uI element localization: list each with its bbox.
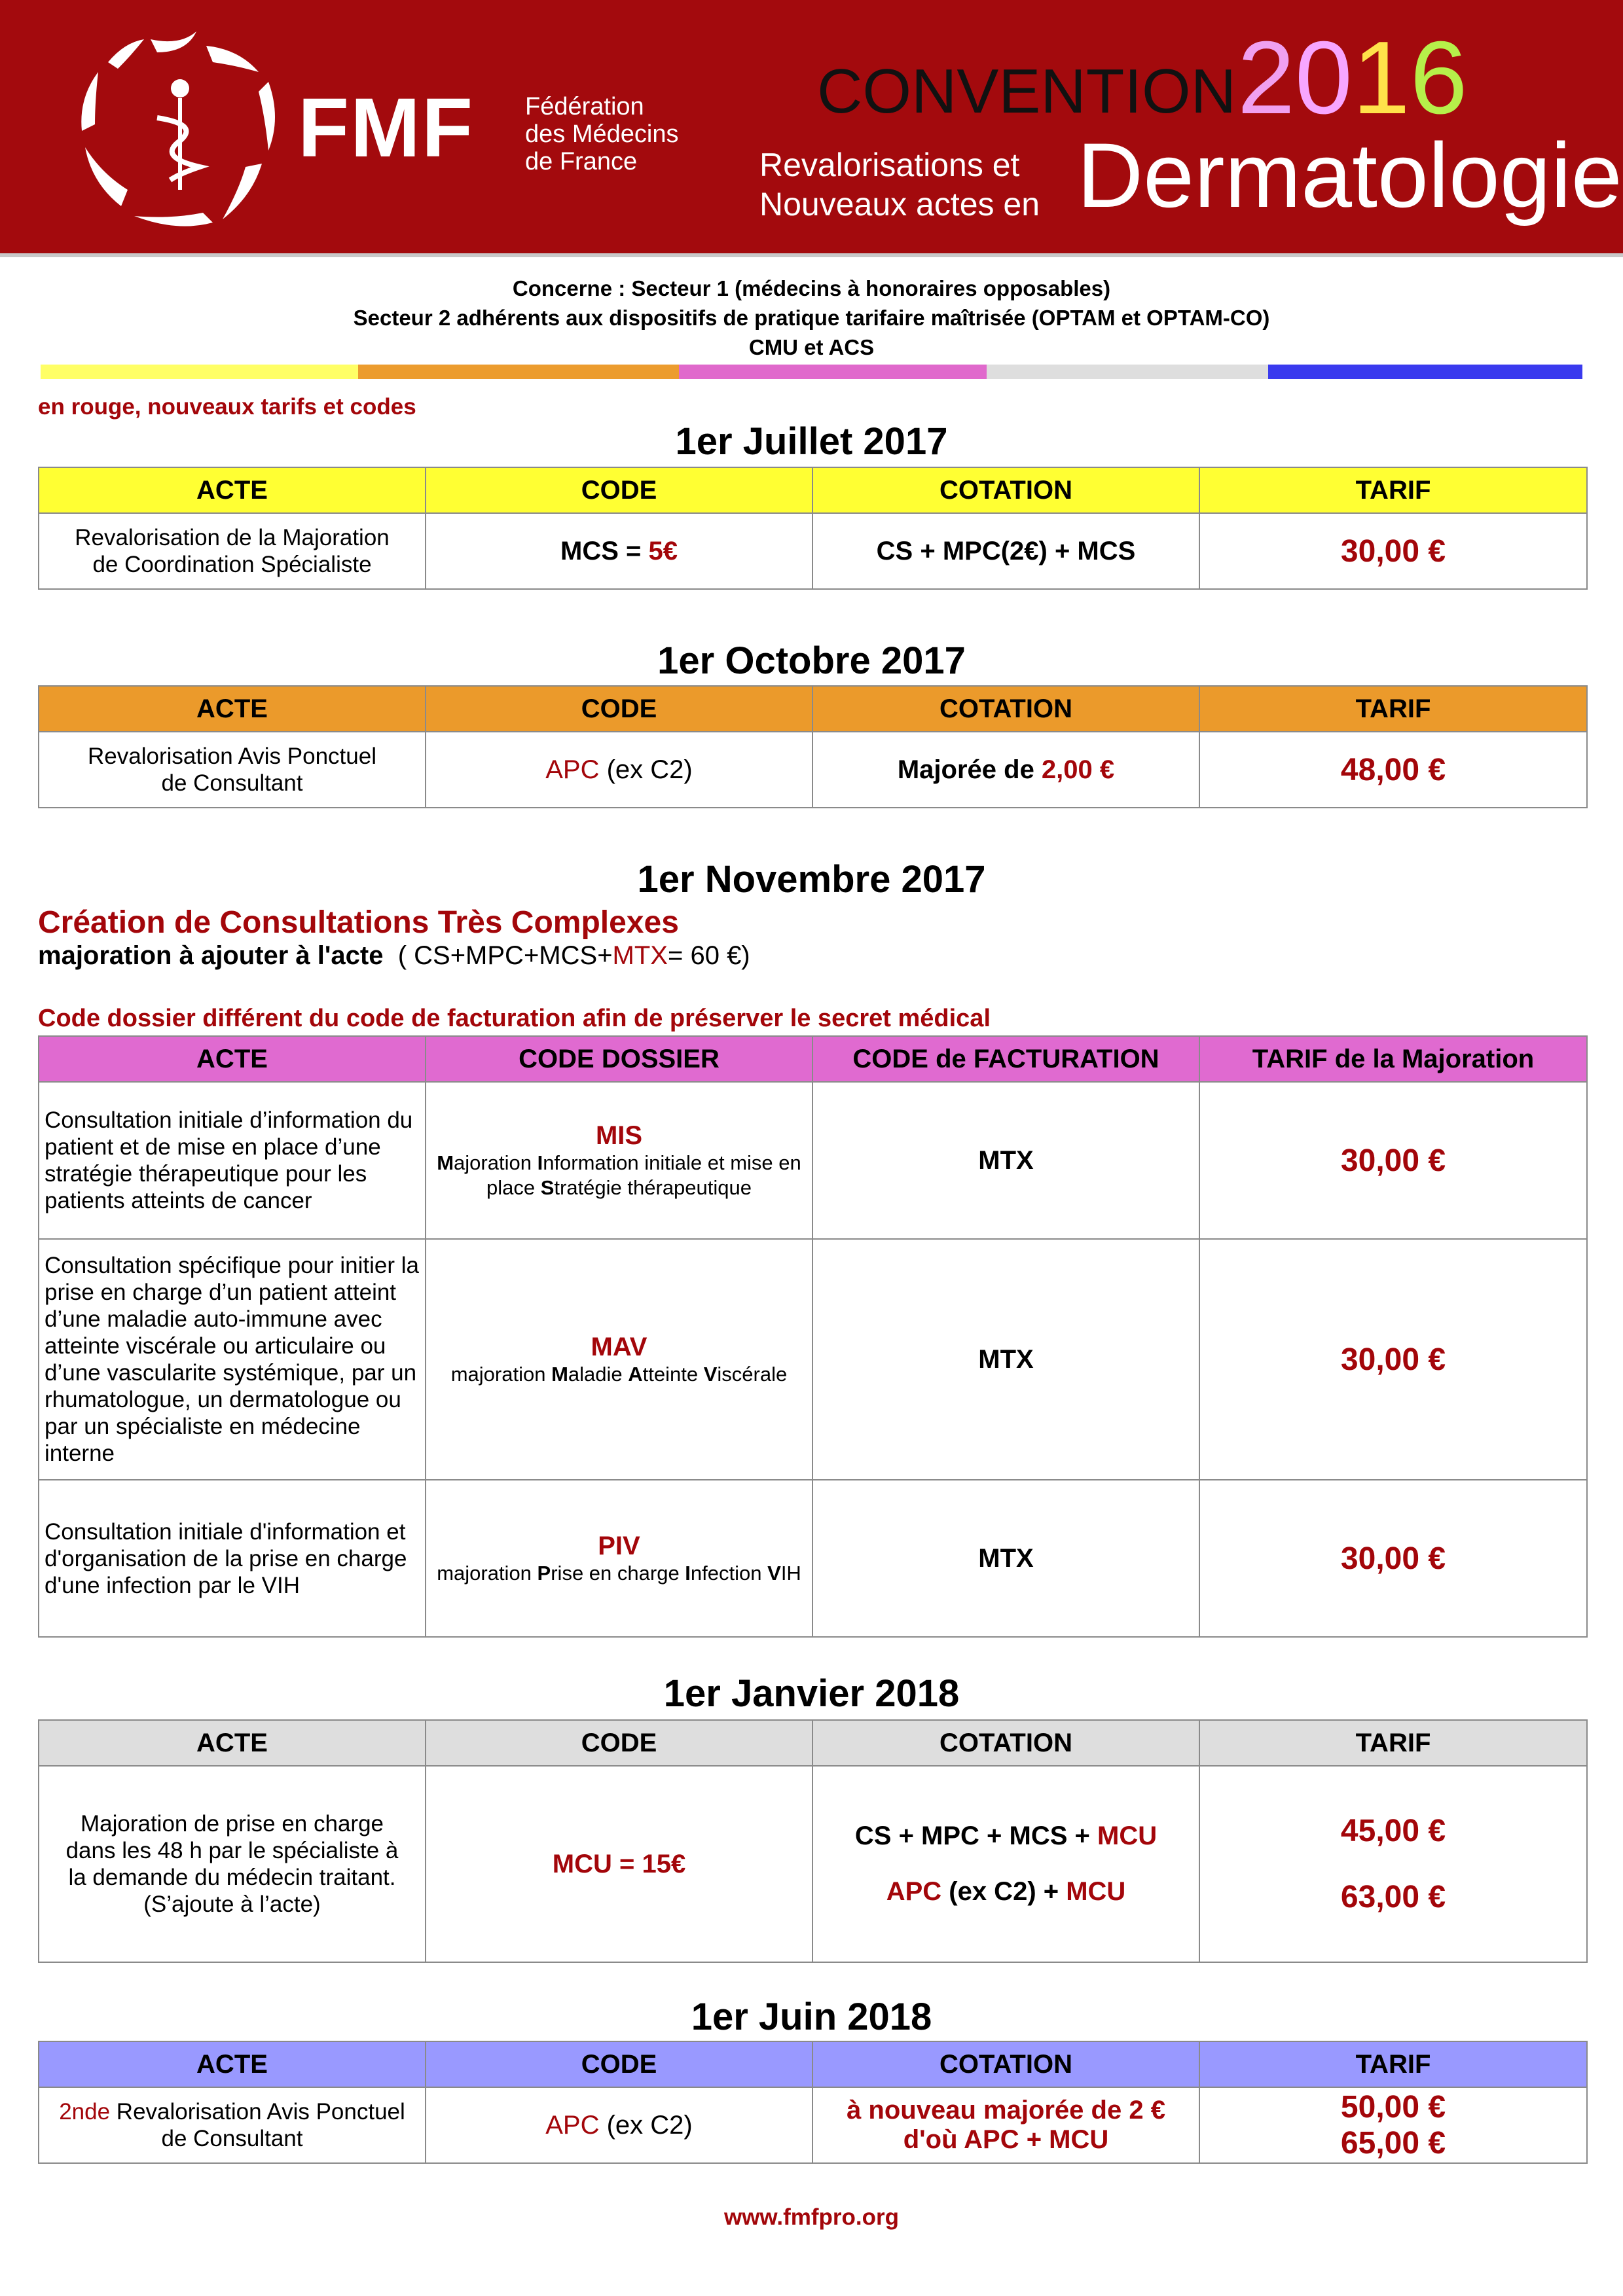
table-row bbox=[39, 1082, 1587, 1239]
header-cotation: COTATION bbox=[812, 2041, 1199, 2087]
cotation-text: CS + MPC + MCS + bbox=[854, 1821, 1097, 1850]
fmf-hexagon-logo-icon bbox=[72, 26, 295, 236]
concerne-block bbox=[0, 274, 1623, 362]
cotation-code: MCU bbox=[1066, 1877, 1126, 1906]
code-value: PIV bbox=[598, 1531, 640, 1560]
header-cotation: COTATION bbox=[812, 1720, 1199, 1766]
code-description bbox=[431, 1151, 807, 1200]
cotation-code: MCU bbox=[1097, 1821, 1158, 1850]
acronym-letter: V bbox=[703, 1362, 718, 1386]
acte-cell bbox=[39, 1766, 426, 1962]
header-cotation: COTATION bbox=[812, 686, 1199, 732]
header-acte: ACTE bbox=[39, 1036, 426, 1082]
fmf-logo-text: FMF bbox=[298, 81, 474, 175]
header-subtitle bbox=[759, 145, 1040, 224]
acronym-letter: S bbox=[540, 1175, 555, 1199]
acte-line: la demande du médecin traitant. bbox=[68, 1865, 396, 1890]
header-code: CODE bbox=[426, 1720, 812, 1766]
acte-cell bbox=[39, 2087, 426, 2163]
acte-line: de Consultant bbox=[161, 770, 303, 796]
cotation-cell bbox=[812, 732, 1199, 808]
code-value: MAV bbox=[591, 1332, 647, 1361]
code-cell: MCU = 15€ bbox=[426, 1766, 812, 1962]
acte-highlight: 2nde bbox=[59, 2099, 111, 2125]
subtitle-line: Nouveaux actes en bbox=[759, 186, 1040, 223]
year-digit: 0 bbox=[1294, 20, 1353, 135]
legend-note: en rouge, nouveaux tarifs et codes bbox=[38, 394, 416, 420]
desc-text: majoration bbox=[450, 1362, 552, 1386]
table-header-row bbox=[39, 467, 1587, 513]
table-octobre bbox=[38, 685, 1588, 808]
header-cotation: COTATION bbox=[812, 467, 1199, 513]
acte-line: de Consultant bbox=[161, 2126, 303, 2151]
code-value: 5€ bbox=[648, 536, 678, 565]
acte-cell: Consultation initiale d'information et d'organisation de la prise en charge d'une infection par le VIH bbox=[39, 1480, 426, 1637]
code-cell bbox=[426, 513, 812, 589]
cotation-cell: CS + MPC(2€) + MCS bbox=[812, 513, 1199, 589]
code-text: MCS = bbox=[560, 536, 649, 565]
header-acte: ACTE bbox=[39, 686, 426, 732]
tarif-value: 65,00 € bbox=[1340, 2126, 1446, 2161]
specialty-title: Dermatologie bbox=[1077, 124, 1622, 226]
acte-cell bbox=[39, 732, 426, 808]
desc-text: nfection bbox=[690, 1561, 768, 1585]
header-banner bbox=[0, 0, 1623, 253]
cotation-text: Majorée de bbox=[897, 755, 1042, 784]
code-value: APC bbox=[545, 755, 600, 784]
header-tarif-majoration: TARIF de la Majoration bbox=[1199, 1036, 1587, 1082]
code-value: APC bbox=[545, 2110, 600, 2140]
tarif-value: 45,00 € bbox=[1340, 1814, 1446, 1848]
color-bar-strip bbox=[41, 365, 1582, 379]
acronym-letter: A bbox=[628, 1362, 643, 1386]
cotation-line: à nouveau majorée de 2 € bbox=[847, 2096, 1165, 2125]
table-header-row bbox=[39, 1036, 1587, 1082]
formula-text: = 60 €) bbox=[667, 941, 750, 970]
facturation-cell: MTX bbox=[812, 1082, 1199, 1239]
federation-name bbox=[525, 93, 678, 175]
section-title-juillet: 1er Juillet 2017 bbox=[675, 420, 948, 463]
header-tarif: TARIF bbox=[1199, 2041, 1587, 2087]
code-cell bbox=[426, 1082, 812, 1239]
table-header-row bbox=[39, 2041, 1587, 2087]
desc-text: rise en charge bbox=[551, 1561, 685, 1585]
convention-label: CONVENTION bbox=[817, 56, 1237, 126]
cotation-line: d'où APC + MCU bbox=[903, 2125, 1109, 2154]
desc-text: majoration bbox=[437, 1561, 538, 1585]
federation-line: de France bbox=[525, 148, 638, 175]
desc-text: aladie bbox=[568, 1362, 629, 1386]
header-code-facturation: CODE de FACTURATION bbox=[812, 1036, 1199, 1082]
concerne-line: Concerne : Secteur 1 (médecins à honoraires opposables) bbox=[512, 276, 1111, 300]
acronym-letter: P bbox=[537, 1561, 551, 1585]
formula-label: majoration à ajouter à l'acte bbox=[38, 941, 384, 970]
header-code-dossier: CODE DOSSIER bbox=[426, 1036, 812, 1082]
code-cell bbox=[426, 1239, 812, 1480]
code-cell bbox=[426, 2087, 812, 2163]
tarif-cell: 30,00 € bbox=[1199, 1082, 1587, 1239]
header-acte: ACTE bbox=[39, 467, 426, 513]
acte-cell: Consultation spécifique pour initier la prise en charge d’un patient atteint d’une maladie auto-immune avec atteinte viscérale ou articulaire ou d’une vascularite systémique, par un rhumatologue, un dermatologue ou par un spécialiste en médecine interne bbox=[39, 1239, 426, 1480]
header-code: CODE bbox=[426, 467, 812, 513]
color-bar-pink bbox=[679, 365, 987, 379]
acte-line: de Coordination Spécialiste bbox=[92, 552, 372, 577]
desc-text: nformation initiale et mise en place bbox=[486, 1151, 801, 1199]
code-cell bbox=[426, 1480, 812, 1637]
acronym-letter: M bbox=[551, 1362, 568, 1386]
acronym-letter: M bbox=[437, 1151, 454, 1174]
table-row bbox=[39, 2087, 1587, 2163]
header-tarif: TARIF bbox=[1199, 1720, 1587, 1766]
table-row bbox=[39, 513, 1587, 589]
table-header-row bbox=[39, 686, 1587, 732]
table-juillet bbox=[38, 467, 1588, 590]
tarif-cell: 30,00 € bbox=[1199, 1480, 1587, 1637]
code-description bbox=[431, 1362, 807, 1387]
table-row bbox=[39, 1766, 1587, 1962]
tarif-cell: 48,00 € bbox=[1199, 732, 1587, 808]
header-tarif: TARIF bbox=[1199, 467, 1587, 513]
convention-year bbox=[1237, 20, 1468, 135]
novembre-formula bbox=[38, 941, 750, 971]
tarif-cell: 30,00 € bbox=[1199, 1239, 1587, 1480]
table-row bbox=[39, 1239, 1587, 1480]
cotation-code: APC bbox=[886, 1877, 942, 1906]
formula-text: ( CS+MPC+MCS+ bbox=[383, 941, 613, 970]
tarif-cell bbox=[1199, 2087, 1587, 2163]
acte-line: Majoration de prise en charge bbox=[80, 1811, 384, 1837]
year-digit: 2 bbox=[1237, 20, 1295, 135]
cotation-line bbox=[818, 1877, 1194, 1907]
federation-line: Fédération bbox=[525, 93, 644, 120]
facturation-cell: MTX bbox=[812, 1480, 1199, 1637]
table-row bbox=[39, 1480, 1587, 1637]
table-novembre bbox=[38, 1035, 1588, 1638]
subtitle-line: Revalorisations et bbox=[759, 147, 1020, 183]
facturation-cell: MTX bbox=[812, 1239, 1199, 1480]
cotation-cell bbox=[812, 2087, 1199, 2163]
acte-cell bbox=[39, 513, 426, 589]
acronym-letter: I bbox=[685, 1561, 691, 1585]
table-janvier bbox=[38, 1719, 1588, 1963]
acronym-letter: V bbox=[767, 1561, 781, 1585]
code-text: (ex C2) bbox=[599, 2110, 693, 2140]
desc-text: iscérale bbox=[717, 1362, 788, 1386]
tarif-cell: 30,00 € bbox=[1199, 513, 1587, 589]
code-value: MIS bbox=[595, 1121, 643, 1150]
cotation-line bbox=[818, 1821, 1194, 1851]
code-cell bbox=[426, 732, 812, 808]
concerne-line: Secteur 2 adhérents aux dispositifs de pratique tarifaire maîtrisée (OPTAM et OPTAM-CO) bbox=[353, 306, 1270, 330]
table-juin bbox=[38, 2041, 1588, 2164]
code-description bbox=[431, 1561, 807, 1586]
cotation-cell bbox=[812, 1766, 1199, 1962]
tarif-value: 63,00 € bbox=[1340, 1880, 1446, 1914]
tarif-value: 50,00 € bbox=[1340, 2090, 1446, 2125]
desc-text: tratégie thérapeutique bbox=[554, 1175, 752, 1199]
acte-line bbox=[45, 2098, 420, 2125]
acte-line: Revalorisation de la Majoration bbox=[75, 525, 390, 550]
header-tarif: TARIF bbox=[1199, 686, 1587, 732]
code-text: (ex C2) bbox=[599, 755, 693, 784]
footer-website-link[interactable]: www.fmfpro.org bbox=[723, 2204, 899, 2230]
federation-line: des Médecins bbox=[525, 120, 679, 148]
header-acte: ACTE bbox=[39, 1720, 426, 1766]
acte-line: dans les 48 h par le spécialiste à bbox=[65, 1838, 399, 1863]
color-bar-yellow bbox=[41, 365, 358, 379]
cotation-value: 2,00 € bbox=[1041, 755, 1115, 784]
table-header-row bbox=[39, 1720, 1587, 1766]
section-title-juin: 1er Juin 2018 bbox=[691, 1996, 932, 2038]
table-row bbox=[39, 732, 1587, 808]
acte-line: (S’ajoute à l’acte) bbox=[143, 1892, 321, 1917]
acte-text: Revalorisation Avis Ponctuel bbox=[110, 2099, 405, 2125]
concerne-line: CMU et ACS bbox=[748, 335, 875, 359]
year-digit: 1 bbox=[1352, 20, 1410, 135]
section-title-janvier: 1er Janvier 2018 bbox=[663, 1672, 960, 1715]
section-title-novembre: 1er Novembre 2017 bbox=[637, 858, 986, 901]
cotation-text: (ex C2) + bbox=[941, 1877, 1067, 1906]
novembre-subtitle: Création de Consultations Très Complexes bbox=[38, 905, 679, 940]
color-bar-orange bbox=[358, 365, 679, 379]
desc-text: tteinte bbox=[642, 1362, 704, 1386]
acte-cell: Consultation initiale d’information du patient et de mise en place d’une stratégie thérapeutique pour les patients atteints de cancer bbox=[39, 1082, 426, 1239]
header-divider bbox=[0, 253, 1623, 257]
desc-text: ajoration bbox=[454, 1151, 538, 1174]
header-code: CODE bbox=[426, 2041, 812, 2087]
desc-text: IH bbox=[780, 1561, 801, 1585]
novembre-note: Code dossier différent du code de facturation afin de préserver le secret médical bbox=[38, 1005, 991, 1032]
header-acte: ACTE bbox=[39, 2041, 426, 2087]
color-bar-grey bbox=[987, 365, 1268, 379]
acte-line: Revalorisation Avis Ponctuel bbox=[88, 744, 376, 769]
header-code: CODE bbox=[426, 686, 812, 732]
tarif-cell bbox=[1199, 1766, 1587, 1962]
acronym-letter: I bbox=[537, 1151, 543, 1174]
year-digit: 6 bbox=[1410, 20, 1468, 135]
color-bar-blue bbox=[1268, 365, 1582, 379]
section-title-octobre: 1er Octobre 2017 bbox=[657, 639, 966, 682]
formula-code: MTX bbox=[612, 941, 668, 970]
